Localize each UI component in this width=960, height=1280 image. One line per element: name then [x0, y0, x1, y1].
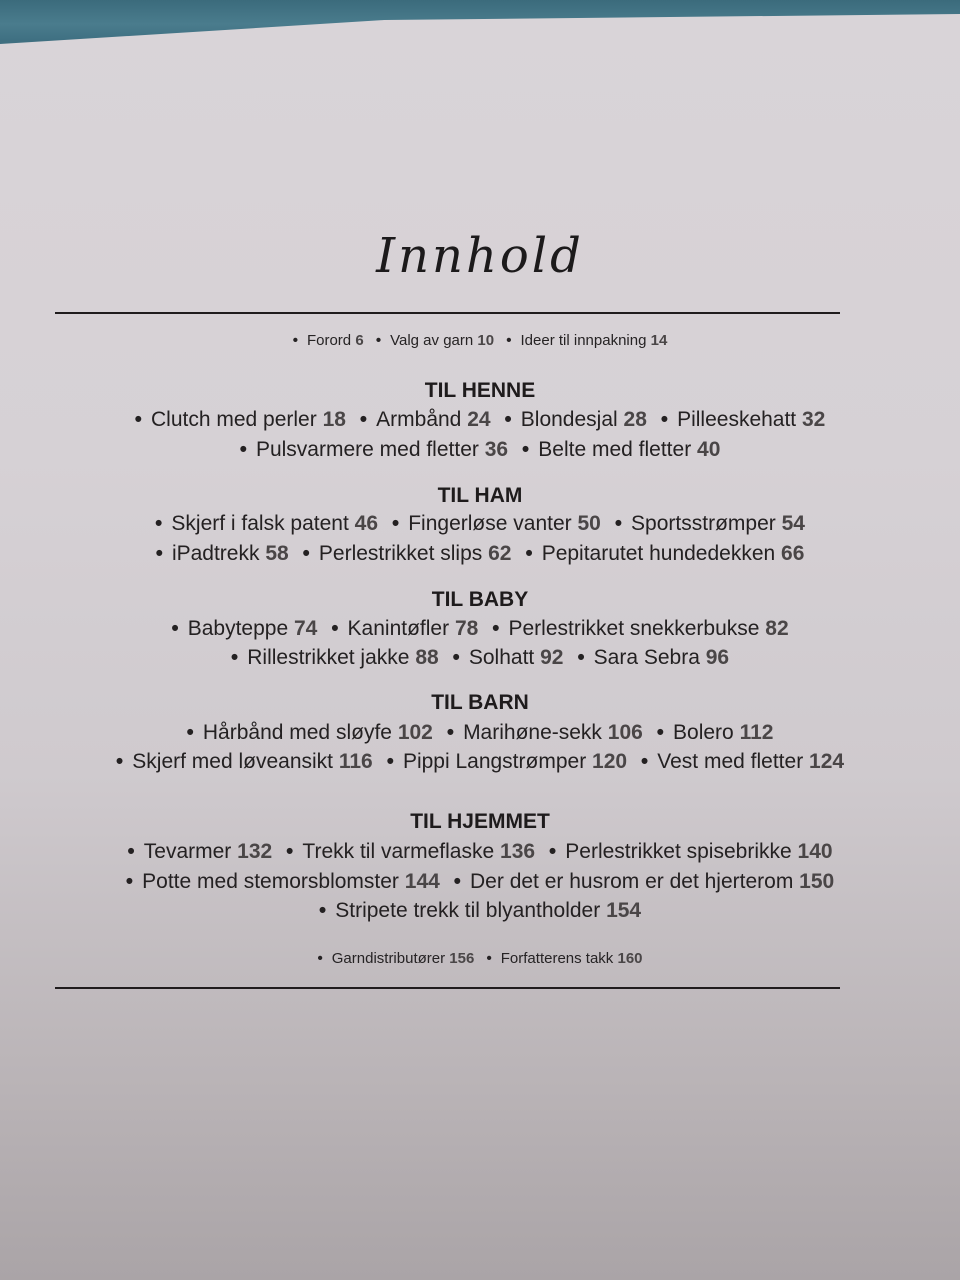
- bullet-icon: •: [446, 721, 455, 744]
- section-heading: TIL HENNE: [424, 379, 536, 402]
- bullet-icon: •: [127, 840, 135, 863]
- toc-entry[interactable]: • Perlestrikket slips 62: [302, 542, 512, 565]
- toc-entry[interactable]: • Forfatterens takk 160: [486, 950, 643, 967]
- outro-row: [0, 950, 960, 967]
- toc-line: [0, 840, 960, 864]
- page-number: 160: [617, 950, 643, 967]
- page-number: 6: [355, 332, 364, 349]
- toc-line: [0, 408, 960, 432]
- bullet-icon: •: [452, 646, 460, 669]
- toc-entry[interactable]: • Marihøne-sekk 106: [446, 721, 643, 744]
- section-heading: TIL HJEMMET: [410, 810, 550, 833]
- toc-entry[interactable]: • Vest med fletter 124: [640, 750, 845, 773]
- toc-entry[interactable]: • Solhatt 92: [452, 646, 564, 669]
- toc-entry[interactable]: • Skjerf med løveansikt 116: [115, 750, 373, 773]
- bullet-icon: •: [286, 840, 294, 863]
- toc-entry[interactable]: • Pippi Langstrømper 120: [386, 750, 628, 773]
- bullet-icon: •: [453, 870, 462, 893]
- toc-entry[interactable]: • Hårbånd med sløyfe 102: [186, 721, 433, 744]
- section-heading: TIL BABY: [431, 588, 529, 611]
- toc-entry[interactable]: • Sportsstrømper 54: [614, 512, 805, 535]
- toc-line: [0, 646, 960, 670]
- bullet-icon: •: [577, 646, 585, 669]
- page-number: 14: [650, 332, 668, 349]
- bullet-icon: •: [318, 899, 327, 922]
- bullet-icon: •: [386, 750, 394, 773]
- toc-entry[interactable]: • Stripete trekk til blyantholder 154: [318, 899, 642, 922]
- toc-entry[interactable]: • Sara Sebra 96: [577, 646, 730, 669]
- intro-row: [0, 332, 960, 349]
- toc-line: [0, 438, 960, 462]
- toc-entry[interactable]: • Garndistributører 156: [317, 950, 475, 967]
- bullet-icon: •: [504, 408, 512, 431]
- section-heading: TIL BARN: [431, 691, 529, 714]
- toc-entry[interactable]: • Belte med fletter 40: [521, 438, 721, 461]
- toc-entry[interactable]: • Potte med stemorsblomster 144: [125, 870, 440, 893]
- bullet-icon: •: [134, 408, 142, 431]
- toc-line: [0, 870, 960, 894]
- bullet-icon: •: [640, 750, 649, 773]
- top-divider: [55, 312, 840, 314]
- toc-entry[interactable]: • Ideer til innpakning 14: [506, 332, 668, 349]
- page-number: 156: [449, 950, 475, 967]
- bottom-divider: [55, 987, 840, 989]
- toc-entry[interactable]: • Rillestrikket jakke 88: [230, 646, 439, 669]
- bullet-icon: •: [155, 512, 163, 535]
- toc-entry[interactable]: • Pilleeskehatt 32: [660, 408, 826, 431]
- bullet-icon: •: [492, 617, 500, 640]
- bullet-icon: •: [375, 332, 382, 349]
- toc-entry[interactable]: • Forord 6: [292, 332, 364, 349]
- toc-entry[interactable]: • Clutch med perler 18: [134, 408, 346, 431]
- page-title: Innhold: [376, 228, 584, 284]
- toc-entry[interactable]: • Blondesjal 28: [504, 408, 647, 431]
- bullet-icon: •: [115, 750, 124, 773]
- toc-line: [0, 617, 960, 641]
- bullet-icon: •: [660, 408, 669, 431]
- bullet-icon: •: [391, 512, 400, 535]
- toc-entry[interactable]: • Pulsvarmere med fletter 36: [239, 438, 509, 461]
- toc-line: [0, 899, 960, 923]
- section-heading: TIL HAM: [437, 484, 523, 507]
- bullet-icon: •: [302, 542, 310, 565]
- toc-entry[interactable]: • Armbånd 24: [359, 408, 491, 431]
- toc-entry[interactable]: • Der det er husrom er det hjerterom 150: [453, 870, 835, 893]
- toc-entry[interactable]: • Kanintøfler 78: [331, 617, 479, 640]
- bullet-icon: •: [230, 646, 239, 669]
- bullet-icon: •: [331, 617, 339, 640]
- toc-entry[interactable]: • Skjerf i falsk patent 46: [155, 512, 379, 535]
- toc-line: [0, 542, 960, 566]
- bullet-icon: •: [548, 840, 557, 863]
- bullet-icon: •: [614, 512, 623, 535]
- bullet-icon: •: [656, 721, 665, 744]
- toc-entry[interactable]: • Perlestrikket spisebrikke 140: [548, 840, 833, 863]
- bullet-icon: •: [155, 542, 163, 565]
- toc-entry[interactable]: • Babyteppe 74: [171, 617, 318, 640]
- toc-entry[interactable]: • Bolero 112: [656, 721, 774, 744]
- toc-entry[interactable]: • Tevarmer 132: [127, 840, 273, 863]
- toc-line: [0, 512, 960, 536]
- toc-entry[interactable]: • Pepitarutet hundedekken 66: [525, 542, 805, 565]
- toc-line: [0, 721, 960, 745]
- bullet-icon: •: [171, 617, 179, 640]
- bullet-icon: •: [317, 950, 323, 967]
- bullet-icon: •: [486, 950, 492, 967]
- toc-entry[interactable]: • Perlestrikket snekkerbukse 82: [492, 617, 789, 640]
- bullet-icon: •: [525, 542, 533, 565]
- bullet-icon: •: [506, 332, 512, 349]
- bullet-icon: •: [239, 438, 247, 461]
- toc-entry[interactable]: • Valg av garn 10: [375, 332, 495, 349]
- bullet-icon: •: [186, 721, 194, 744]
- toc-entry[interactable]: • iPadtrekk 58: [155, 542, 289, 565]
- toc-line: [0, 750, 960, 774]
- bullet-icon: •: [359, 408, 368, 431]
- toc-entry[interactable]: • Fingerløse vanter 50: [391, 512, 601, 535]
- bullet-icon: •: [125, 870, 134, 893]
- toc-entry[interactable]: • Trekk til varmeflaske 136: [286, 840, 536, 863]
- bullet-icon: •: [292, 332, 298, 349]
- page-number: 10: [477, 332, 495, 349]
- bullet-icon: •: [521, 438, 530, 461]
